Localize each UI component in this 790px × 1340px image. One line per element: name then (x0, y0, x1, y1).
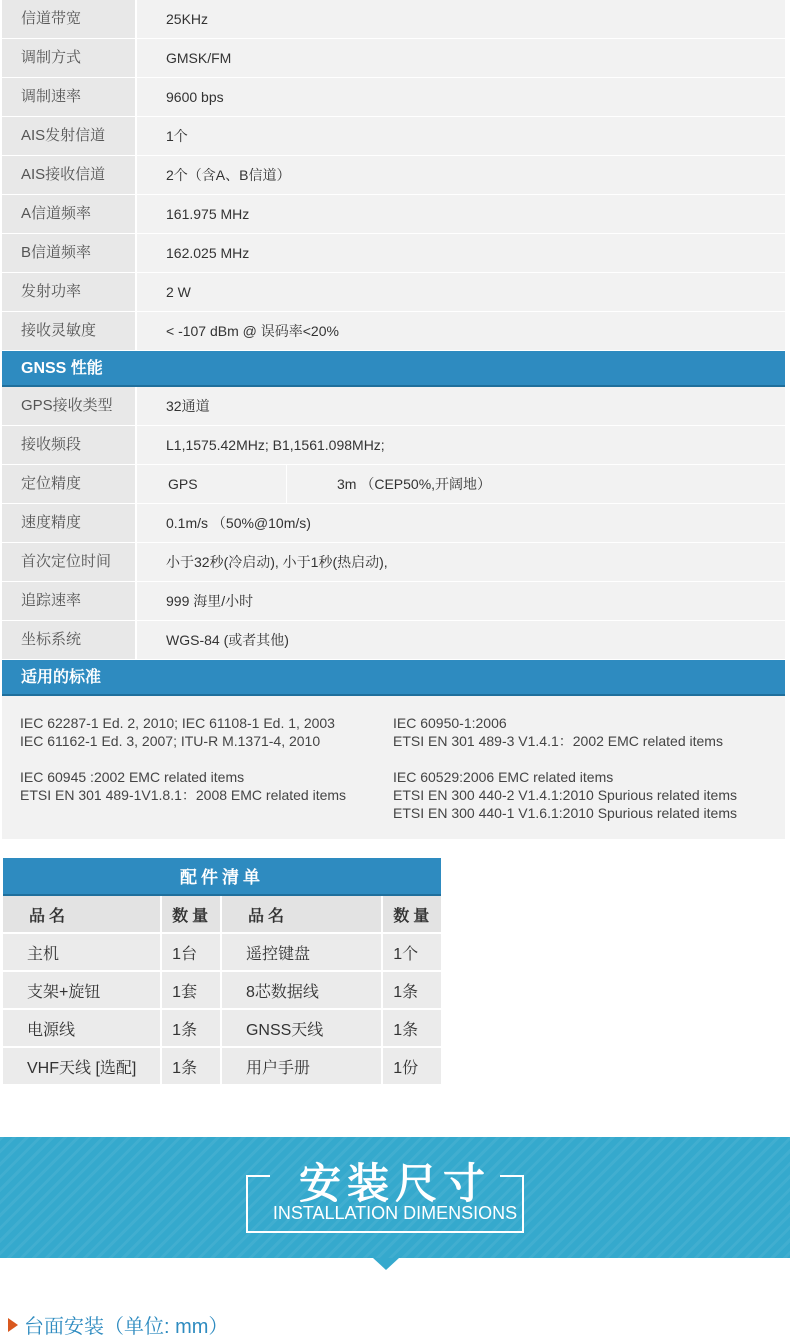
rf-spec-label: 发射功率 (2, 273, 135, 311)
accessories-header-cell: 数量 (162, 896, 220, 932)
accessory-name: 遥控键盘 (222, 934, 381, 970)
rf-spec-row (2, 312, 785, 350)
accessory-qty: 1个 (383, 934, 441, 970)
standard-item: ETSI EN 300 440-2 V1.4.1:2010 Spurious related items (393, 787, 737, 803)
accessories-row (3, 1048, 441, 1084)
gnss-spec-row (2, 387, 785, 425)
rf-spec-label: 调制速率 (2, 78, 135, 116)
gnss-spec-row (2, 582, 785, 620)
accessory-qty: 1台 (162, 934, 220, 970)
rf-spec-value: 1个 (135, 117, 785, 155)
rf-spec-value: 162.025 MHz (135, 234, 785, 272)
accessories-row (3, 934, 441, 970)
accessory-name: 8芯数据线 (222, 972, 381, 1008)
accessory-qty: 1条 (162, 1048, 220, 1084)
accessory-qty: 1条 (383, 972, 441, 1008)
gnss-spec-label: 接收频段 (2, 426, 135, 464)
gnss-spec-row (2, 465, 785, 503)
gnss-spec-value: 999 海里/小时 (135, 582, 785, 620)
standards-block (2, 696, 785, 839)
standard-item: IEC 60950-1:2006 (393, 715, 507, 731)
standards-column-left (20, 714, 390, 804)
rf-spec-label: 信道带宽 (2, 0, 135, 38)
rf-spec-value: 9600 bps (135, 78, 785, 116)
accessories-table (3, 858, 441, 1086)
gnss-spec-label: GPS接收类型 (2, 387, 135, 425)
gnss-spec-label: 定位精度 (2, 465, 135, 503)
rf-spec-label: 接收灵敏度 (2, 312, 135, 350)
banner-title-en: INSTALLATION DIMENSIONS (272, 1203, 518, 1223)
standard-item: ETSI EN 301 489-3 V1.4.1：2002 EMC related items (393, 733, 723, 749)
standard-item: IEC 60529:2006 EMC related items (393, 769, 614, 785)
rf-spec-row (2, 195, 785, 233)
gnss-spec-row (2, 543, 785, 581)
gnss-spec-label: 速度精度 (2, 504, 135, 542)
gnss-spec-value: WGS-84 (或者其他) (135, 621, 785, 659)
rf-spec-row (2, 0, 785, 38)
rf-spec-value: 2 W (135, 273, 785, 311)
gnss-spec-row (2, 504, 785, 542)
accessory-qty: 1份 (383, 1048, 441, 1084)
accessories-header-cell: 品名 (222, 896, 381, 932)
gnss-spec-label: 首次定位时间 (2, 543, 135, 581)
gnss-spec-value-accuracy: 3m （CEP50%,开阔地） (337, 476, 492, 492)
gnss-spec-row (2, 621, 785, 659)
accessory-name: 电源线 (3, 1010, 160, 1046)
banner-arrow-icon (373, 1258, 399, 1270)
rf-spec-value: 2个（含A、B信道） (135, 156, 785, 194)
rf-spec-row (2, 78, 785, 116)
accessory-qty: 1套 (162, 972, 220, 1008)
standards-spacer (393, 750, 783, 768)
accessories-row (3, 1010, 441, 1046)
rf-spec-label: AIS发射信道 (2, 117, 135, 155)
rf-spec-row (2, 273, 785, 311)
rf-spec-row (2, 234, 785, 272)
standard-item: IEC 61162-1 Ed. 3, 2007; ITU-R M.1371-4, 2010 (20, 733, 321, 749)
gnss-spec-value-system: GPS (137, 465, 287, 503)
accessory-name: 支架+旋钮 (3, 972, 160, 1008)
accessories-header-row (3, 896, 441, 932)
gnss-section-title: GNSS 性能 (2, 351, 785, 387)
install-heading (8, 1310, 228, 1339)
gnss-spec-value (135, 465, 785, 503)
rf-spec-label: B信道频率 (2, 234, 135, 272)
installation-banner (0, 1137, 790, 1258)
banner-title-zh: 安装尺寸 (298, 1160, 491, 1207)
standard-item: ETSI EN 300 440-1 V1.6.1:2010 Spurious related items (393, 805, 737, 821)
standard-item: IEC 60945 :2002 EMC related items (20, 769, 245, 785)
rf-spec-value: < -107 dBm @ 误码率<20% (135, 312, 785, 350)
spec-table (2, 0, 785, 839)
standards-spacer (20, 750, 390, 768)
gnss-spec-label: 坐标系统 (2, 621, 135, 659)
rf-spec-value: 25KHz (135, 0, 785, 38)
rf-spec-label: AIS接收信道 (2, 156, 135, 194)
accessories-title: 配件清单 (3, 858, 441, 896)
caret-right-icon (8, 1318, 18, 1332)
gnss-spec-value: 小于32秒(冷启动), 小于1秒(热启动), (135, 543, 785, 581)
gnss-section (2, 387, 785, 659)
accessory-qty: 1条 (162, 1010, 220, 1046)
accessories-header-cell: 品名 (3, 896, 160, 932)
gnss-spec-value: 32通道 (135, 387, 785, 425)
gnss-spec-value: L1,1575.42MHz; B1,1561.098MHz; (135, 426, 785, 464)
standards-column-right (393, 714, 783, 822)
accessory-name: 主机 (3, 934, 160, 970)
gnss-spec-label: 追踪速率 (2, 582, 135, 620)
accessory-qty: 1条 (383, 1010, 441, 1046)
standard-item: ETSI EN 301 489-1V1.8.1：2008 EMC related items (20, 787, 347, 803)
accessory-name: GNSS天线 (222, 1010, 381, 1046)
rf-spec-row (2, 39, 785, 77)
rf-spec-value: GMSK/FM (135, 39, 785, 77)
install-label: 台面安装（单位: mm） (24, 1316, 229, 1338)
rf-section (2, 0, 785, 350)
accessories-header-cell: 数量 (383, 896, 441, 932)
rf-spec-row (2, 156, 785, 194)
rf-spec-row (2, 117, 785, 155)
accessory-name: 用户手册 (222, 1048, 381, 1084)
standard-item: IEC 62287-1 Ed. 2, 2010; IEC 61108-1 Ed. 1, 2003 (20, 715, 335, 731)
standards-section-title: 适用的标准 (2, 660, 785, 696)
accessories-row (3, 972, 441, 1008)
rf-spec-label: A信道频率 (2, 195, 135, 233)
rf-spec-value: 161.975 MHz (135, 195, 785, 233)
gnss-spec-row (2, 426, 785, 464)
gnss-spec-value: 0.1m/s （50%@10m/s) (135, 504, 785, 542)
rf-spec-label: 调制方式 (2, 39, 135, 77)
accessory-name: VHF天线 [选配] (3, 1048, 160, 1084)
